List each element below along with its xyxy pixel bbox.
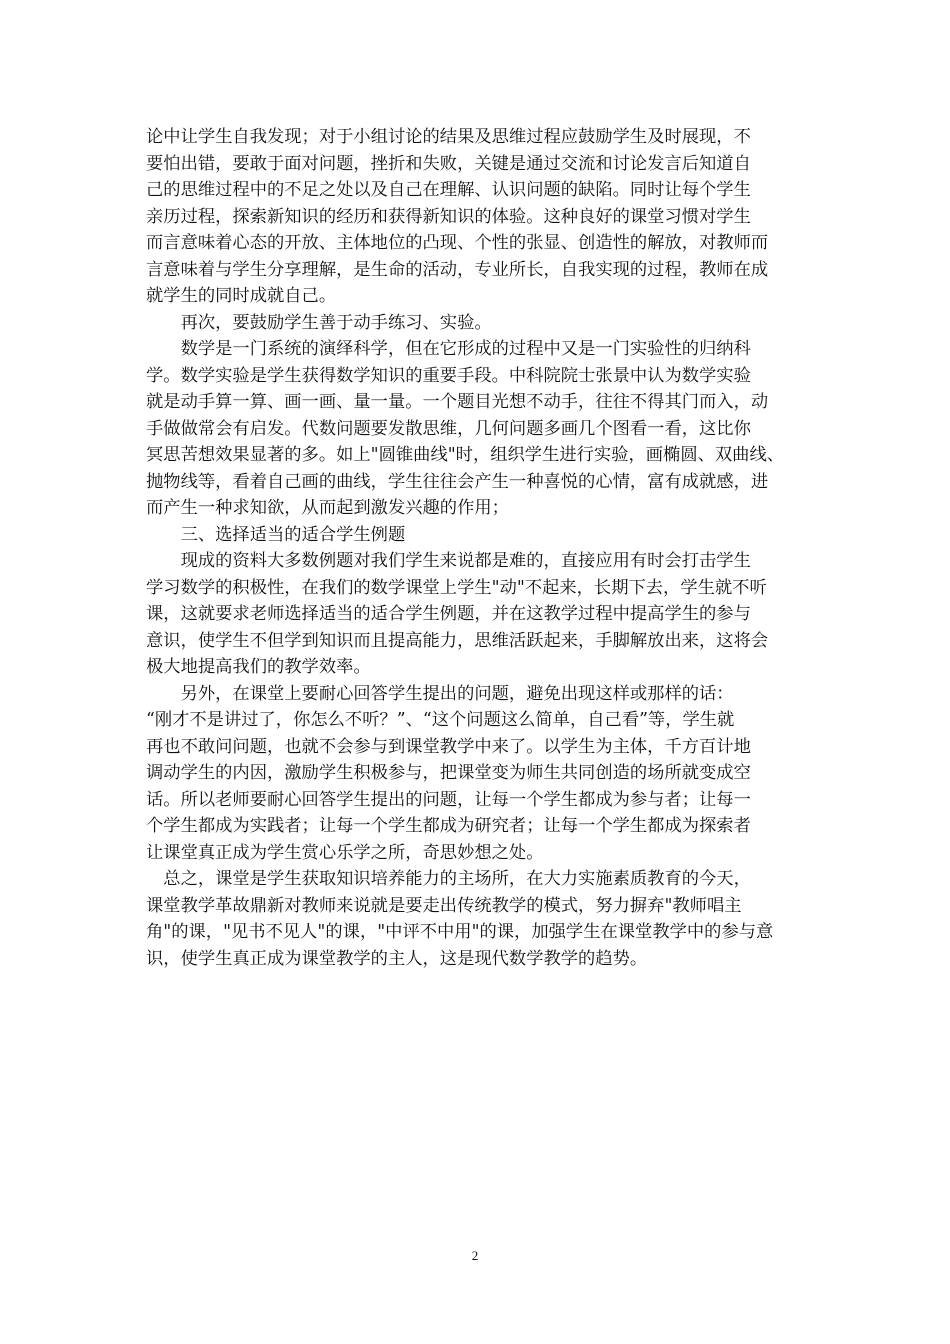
text-line: 三、选择适当的适合学生例题 <box>146 524 406 545</box>
text-line: 课，这就要求老师选择适当的适合学生例题，并在这教学过程中提高学生的参与 <box>146 604 751 624</box>
text-line: 学。数学实验是学生获得数学知识的重要手段。中科院院士张景中认为数学实验 <box>146 365 751 386</box>
document-body <box>146 124 826 972</box>
text-line: 就学生的同时成就自己。 <box>146 286 337 306</box>
text-line: 己的思维过程中的不足之处以及自己在理解、认识问题的缺陷。同时让每个学生 <box>146 180 751 200</box>
text-line: 学习数学的积极性，在我们的数学课堂上学生"动"不起来，长期下去，学生就不听 <box>146 577 767 598</box>
text-line: 极大地提高我们的教学效率。 <box>146 657 371 677</box>
text-line: 而产生一种求知欲，从而起到激发兴趣的作用； <box>146 498 509 518</box>
text-line: 手做做常会有启发。代数问题要发散思维，几何问题多画几个图看一看，这比你 <box>146 418 751 439</box>
page-number: 2 <box>471 1248 479 1263</box>
text-line: 现成的资料大多数例题对我们学生来说都是难的，直接应用有时会打击学生 <box>146 551 751 571</box>
text-line: 话。所以老师要耐心回答学生提出的问题，让每一个学生都成为参与者；让每一 <box>146 789 751 810</box>
text-line: 冥思苦想效果显著的多。如上"圆锥曲线"时，组织学生进行实验，画椭圆、双曲线、 <box>146 445 785 465</box>
text-line: 数学是一门系统的演绎科学，但在它形成的过程中又是一门实验性的归纳科 <box>146 339 751 359</box>
text-line: 论中让学生自我发现；对于小组讨论的结果及思维过程应鼓励学生及时展现，不 <box>146 127 751 147</box>
text-line: 再也不敢问问题，也就不会参与到课堂教学中来了。以学生为主体，千方百计地 <box>146 736 751 757</box>
text-line: 要怕出错，要敢于面对问题，挫折和失败，关键是通过交流和讨论发言后知道自 <box>146 153 751 174</box>
text-line: 识，使学生真正成为课堂教学的主人，这是现代数学教学的趋势。 <box>146 948 648 969</box>
text-line: 个学生都成为实践者；让每一个学生都成为研究者；让每一个学生都成为探索者 <box>146 816 751 836</box>
text-line: 另外，在课堂上要耐心回答学生提出的问题，避免出现这样或那样的话： <box>146 683 734 704</box>
text-line: 课堂教学革故鼎新对教师来说就是要走出传统教学的模式，努力摒弃"教师唱主 <box>146 895 742 916</box>
text-line: 意识，使学生不但学到知识而且提高能力，思维活跃起来，手脚解放出来，这将会 <box>146 630 769 651</box>
text-line: 总之，课堂是学生获取知识培养能力的主场所，在大力实施素质教育的今天， <box>146 869 751 889</box>
text-line: “刚才不是讲过了，你怎么不听？”、“这个问题这么简单，自己看”等，学生就 <box>146 710 735 730</box>
text-line: 调动学生的内因，激励学生积极参与，把课堂变为师生共同创造的场所就变成空 <box>146 763 751 783</box>
text-line: 让课堂真正成为学生赏心乐学之所，奇思妙想之处。 <box>146 842 544 863</box>
text-line: 角"的课，"见书不见人"的课，"中评不中用"的课，加强学生在课堂教学中的参与意 <box>146 922 774 942</box>
text-line: 再次，要鼓励学生善于动手练习、实验。 <box>146 312 492 333</box>
text-line: 就是动手算一算、画一画、量一量。一个题目光想不动手，往往不得其门而入，动 <box>146 392 769 412</box>
text-line: 言意味着与学生分享理解，是生命的活动，专业所长，自我实现的过程，教师在成 <box>146 259 769 280</box>
text-line: 亲历过程，探索新知识的经历和获得新知识的体验。这种良好的课堂习惯对学生 <box>146 206 751 227</box>
text-line: 抛物线等，看着自己画的曲线，学生往往会产生一种喜悦的心情，富有成就感，进 <box>146 471 769 492</box>
text-line: 而言意味着心态的开放、主体地位的凸现、个性的张显、创造性的解放，对教师而 <box>146 233 769 253</box>
